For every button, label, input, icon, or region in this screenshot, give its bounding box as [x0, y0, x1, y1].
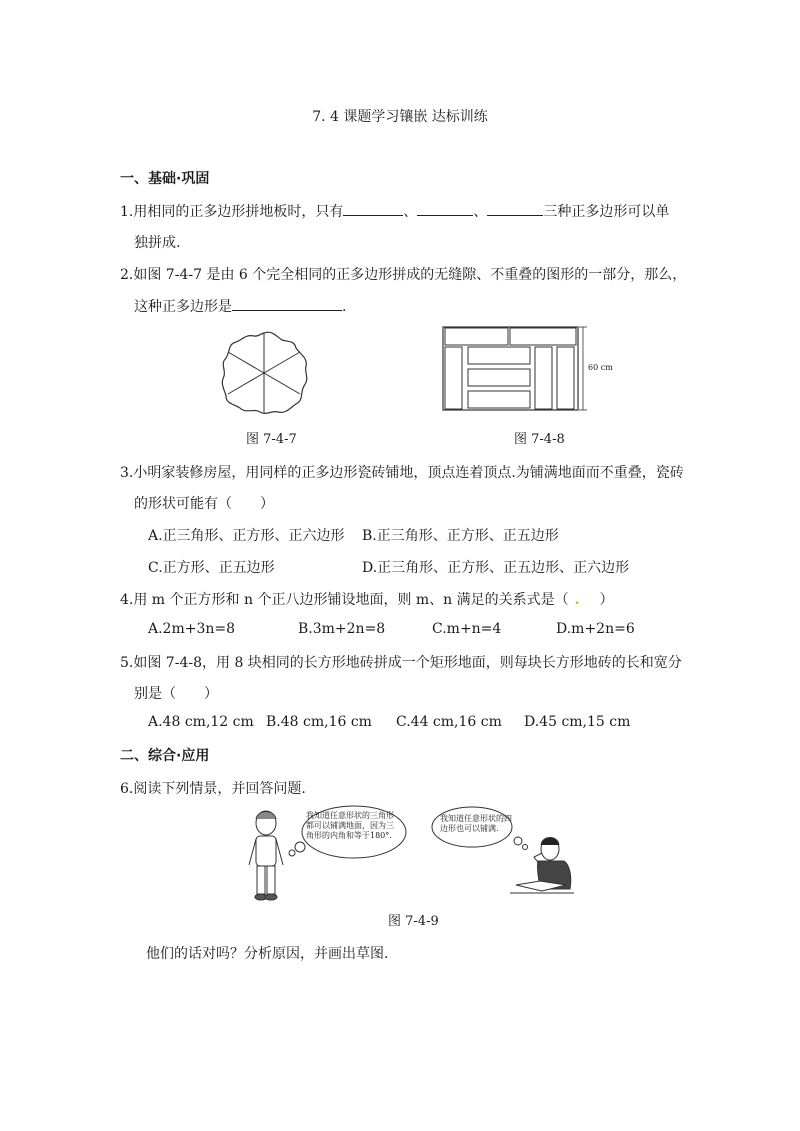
question-4-line-1	[120, 589, 614, 609]
q3-option-c[interactable]: C.正方形、正五边形	[148, 560, 275, 576]
bubble-2-line: 边形也可以铺满.	[440, 824, 499, 833]
figure-7-4-8-rectangle-tiling	[442, 326, 602, 412]
q4-option-b[interactable]: B.3m+2n=8	[298, 621, 386, 637]
q4-text-a: 4.用 m 个正方形和 n 个正八边形铺设地面，则 m、n 满足的关系式是（	[120, 592, 569, 608]
answer-blank[interactable]	[343, 201, 403, 216]
question-3-line-2: 的形状可能有（ ）	[134, 496, 274, 512]
thinking-boy-icon	[510, 838, 574, 894]
q4-text-b: ）	[585, 592, 614, 608]
question-5-line-1: 5.如图 7-4-8，用 8 块相同的长方形地砖拼成一个矩形地面，则每块长方形地砖的长和宽分	[120, 655, 682, 671]
question-2-line-1: 2.如图 7-4-7 是由 6 个完全相同的正多边形拼成的无缝隙、不重叠的图形的一部分，那么，	[120, 267, 687, 283]
q1-separator: 、	[403, 204, 418, 220]
question-1-line-2: 独拼成.	[134, 235, 181, 251]
answer-blank[interactable]	[417, 201, 473, 216]
standing-boy-icon	[249, 811, 283, 900]
q1-separator: 、	[473, 204, 488, 220]
bubble-2-line: 我知道任意形状的四	[440, 814, 512, 823]
figure-7-4-9-illustration	[240, 805, 580, 905]
question-2-line-2	[134, 296, 346, 316]
q5-option-d[interactable]: D.45 cm,15 cm	[524, 714, 631, 730]
bubble-1-text	[306, 811, 394, 841]
question-1-line-1	[120, 201, 669, 221]
q2-text-a: 这种正多边形是	[134, 299, 232, 315]
figure-7-4-9-caption: 图 7-4-9	[388, 914, 439, 929]
q4-option-c[interactable]: C.m+n=4	[432, 621, 502, 637]
q2-text-b: .	[342, 299, 347, 315]
q3-option-b[interactable]: B.正三角形、正方形、正五边形	[362, 528, 559, 544]
q1-text-a: 1.用相同的正多边形拼地板时，只有	[120, 204, 344, 220]
q3-option-a[interactable]: A.正三角形、正方形、正六边形	[148, 528, 345, 544]
page-title: 7. 4 课题学习镶嵌 达标训练	[312, 109, 488, 125]
question-5-line-2: 别是（ ）	[134, 686, 218, 702]
q5-option-b[interactable]: B.48 cm,16 cm	[266, 714, 372, 730]
q4-option-a[interactable]: A.2m+3n=8	[148, 621, 236, 637]
section-heading-application: 二、综合·应用	[120, 748, 210, 764]
figure-7-4-8-caption: 图 7-4-8	[514, 432, 565, 447]
figure-7-4-8-dimension-label: 60 cm	[588, 363, 613, 372]
question-6-line-1: 6.阅读下列情景，并回答问题.	[120, 781, 306, 797]
section-heading-basics: 一、基础·巩固	[120, 171, 210, 187]
q4-option-d[interactable]: D.m+2n=6	[556, 621, 635, 637]
q5-option-a[interactable]: A.48 cm,12 cm	[148, 714, 254, 730]
bubble-1-line: 都可以铺满地面，因为三	[306, 821, 394, 830]
answer-blank[interactable]	[232, 296, 342, 311]
bubble-2-text	[440, 814, 512, 834]
q5-option-c[interactable]: C.44 cm,16 cm	[396, 714, 502, 730]
bubble-1-line: 角形的内角和等于180°.	[306, 831, 392, 840]
figure-7-4-7-hexagon-tiling	[218, 330, 310, 416]
q1-text-b: 三种正多边形可以单	[543, 204, 670, 220]
question-3-line-1: 3.小明家装修房屋，用同样的正多边形瓷砖铺地，顶点连着顶点.为铺满地面而不重叠，瓷砖	[120, 465, 684, 481]
q3-option-d[interactable]: D.正三角形、正方形、正五边形、正六边形	[362, 560, 630, 576]
bubble-1-line: 我知道任意形状的三角形	[306, 811, 394, 820]
question-6-prompt: 他们的话对吗？分析原因，并画出草图.	[146, 946, 389, 962]
figure-7-4-7-caption: 图 7-4-7	[246, 432, 297, 447]
answer-blank[interactable]	[487, 201, 543, 216]
q4-highlight-dot: .	[574, 592, 580, 608]
